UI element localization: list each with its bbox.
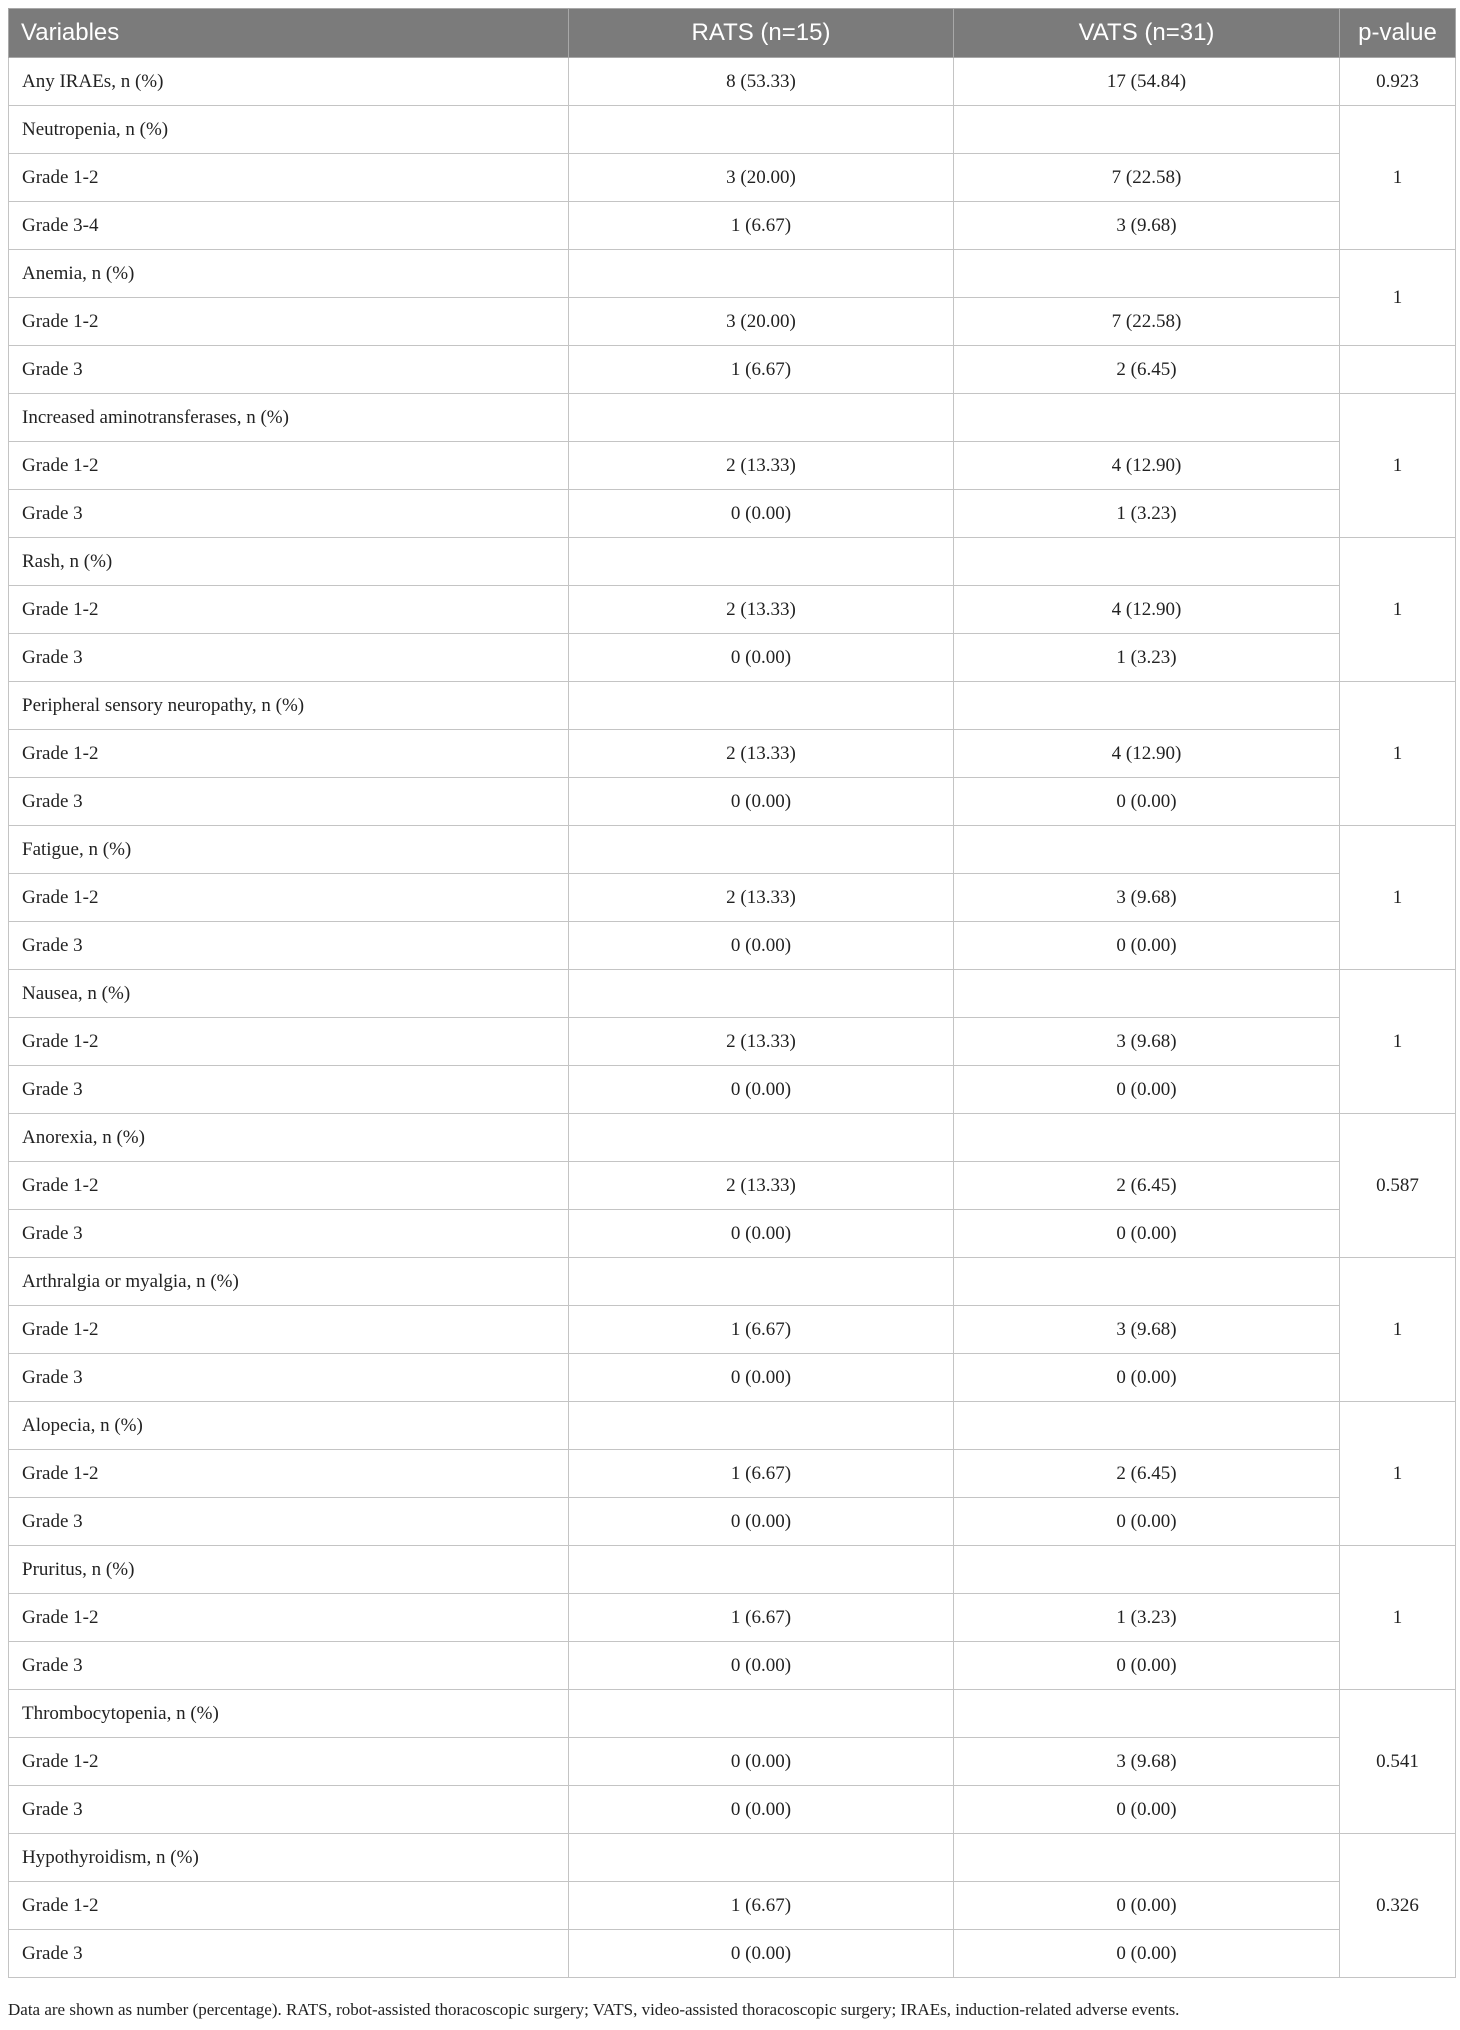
- cell-rats: 3 (20.00): [569, 298, 954, 346]
- cell-rats: 0 (0.00): [569, 1354, 954, 1402]
- table-row: [9, 154, 1456, 202]
- cell-vats: [954, 1690, 1340, 1738]
- cell-rats: 0 (0.00): [569, 1930, 954, 1978]
- cell-p-value: 1: [1340, 970, 1456, 1114]
- cell-variable: Grade 1-2: [9, 1450, 569, 1498]
- header-row: [9, 9, 1456, 58]
- cell-vats: [954, 682, 1340, 730]
- cell-rats: 1 (6.67): [569, 1594, 954, 1642]
- cell-vats: 0 (0.00): [954, 778, 1340, 826]
- cell-p-value: 1: [1340, 538, 1456, 682]
- table-row: [9, 106, 1456, 154]
- table-row: [9, 730, 1456, 778]
- cell-rats: 0 (0.00): [569, 1738, 954, 1786]
- table-row: [9, 298, 1456, 346]
- cell-p-value: 0.923: [1340, 58, 1456, 106]
- cell-variable: Grade 1-2: [9, 1594, 569, 1642]
- cell-rats: 0 (0.00): [569, 490, 954, 538]
- cell-variable: Grade 1-2: [9, 154, 569, 202]
- table-header: [9, 9, 1456, 58]
- cell-p-value: 1: [1340, 682, 1456, 826]
- table-row: [9, 826, 1456, 874]
- cell-vats: [954, 1258, 1340, 1306]
- cell-variable: Grade 1-2: [9, 1018, 569, 1066]
- cell-variable: Grade 3: [9, 1354, 569, 1402]
- cell-vats: 3 (9.68): [954, 202, 1340, 250]
- cell-vats: 1 (3.23): [954, 634, 1340, 682]
- cell-p-value: 1: [1340, 1402, 1456, 1546]
- table-row: [9, 922, 1456, 970]
- cell-vats: [954, 250, 1340, 298]
- cell-vats: 3 (9.68): [954, 1306, 1340, 1354]
- table-row: [9, 442, 1456, 490]
- cell-rats: [569, 826, 954, 874]
- table-row: [9, 1114, 1456, 1162]
- table-row: [9, 1834, 1456, 1882]
- cell-vats: [954, 1834, 1340, 1882]
- cell-variable: Grade 3: [9, 490, 569, 538]
- cell-rats: 1 (6.67): [569, 346, 954, 394]
- cell-variable: Anemia, n (%): [9, 250, 569, 298]
- cell-variable: Grade 3: [9, 346, 569, 394]
- cell-rats: [569, 1114, 954, 1162]
- cell-rats: 8 (53.33): [569, 58, 954, 106]
- cell-variable: Neutropenia, n (%): [9, 106, 569, 154]
- cell-vats: 2 (6.45): [954, 346, 1340, 394]
- cell-p-value: 1: [1340, 394, 1456, 538]
- cell-rats: 2 (13.33): [569, 1018, 954, 1066]
- cell-vats: 0 (0.00): [954, 1498, 1340, 1546]
- cell-variable: Grade 1-2: [9, 730, 569, 778]
- cell-p-value: 1: [1340, 826, 1456, 970]
- cell-vats: 2 (6.45): [954, 1450, 1340, 1498]
- cell-rats: [569, 1690, 954, 1738]
- cell-rats: 0 (0.00): [569, 922, 954, 970]
- table-row: [9, 346, 1456, 394]
- header-variables: Variables: [9, 9, 569, 58]
- table-row: [9, 970, 1456, 1018]
- cell-rats: 2 (13.33): [569, 1162, 954, 1210]
- cell-rats: 0 (0.00): [569, 634, 954, 682]
- cell-vats: 4 (12.90): [954, 442, 1340, 490]
- cell-variable: Arthralgia or myalgia, n (%): [9, 1258, 569, 1306]
- table-row: [9, 1210, 1456, 1258]
- table-row: [9, 202, 1456, 250]
- cell-variable: Grade 3: [9, 1930, 569, 1978]
- cell-variable: Grade 1-2: [9, 1306, 569, 1354]
- table-row: [9, 394, 1456, 442]
- cell-p-value: 1: [1340, 1546, 1456, 1690]
- cell-variable: Anorexia, n (%): [9, 1114, 569, 1162]
- cell-rats: [569, 1258, 954, 1306]
- cell-vats: [954, 826, 1340, 874]
- table-row: [9, 682, 1456, 730]
- cell-rats: [569, 682, 954, 730]
- table-row: [9, 538, 1456, 586]
- cell-vats: 7 (22.58): [954, 154, 1340, 202]
- table-body: [9, 58, 1456, 1978]
- table-row: [9, 1594, 1456, 1642]
- table-row: [9, 1738, 1456, 1786]
- cell-rats: 1 (6.67): [569, 1450, 954, 1498]
- cell-p-value: 0.541: [1340, 1690, 1456, 1834]
- cell-vats: [954, 1402, 1340, 1450]
- table-row: [9, 1354, 1456, 1402]
- table-row: [9, 778, 1456, 826]
- cell-variable: Grade 3: [9, 1786, 569, 1834]
- header-rats: RATS (n=15): [569, 9, 954, 58]
- cell-vats: 17 (54.84): [954, 58, 1340, 106]
- cell-vats: 0 (0.00): [954, 922, 1340, 970]
- table-row: [9, 634, 1456, 682]
- table-row: [9, 1546, 1456, 1594]
- cell-vats: 0 (0.00): [954, 1930, 1340, 1978]
- cell-rats: [569, 1402, 954, 1450]
- cell-rats: [569, 538, 954, 586]
- cell-variable: Thrombocytopenia, n (%): [9, 1690, 569, 1738]
- cell-vats: [954, 106, 1340, 154]
- table-row: [9, 1018, 1456, 1066]
- cell-rats: [569, 106, 954, 154]
- cell-vats: 2 (6.45): [954, 1162, 1340, 1210]
- cell-variable: Increased aminotransferases, n (%): [9, 394, 569, 442]
- table-row: [9, 1402, 1456, 1450]
- cell-vats: 1 (3.23): [954, 490, 1340, 538]
- cell-rats: 2 (13.33): [569, 730, 954, 778]
- cell-variable: Nausea, n (%): [9, 970, 569, 1018]
- cell-rats: 0 (0.00): [569, 1642, 954, 1690]
- cell-rats: 3 (20.00): [569, 154, 954, 202]
- cell-variable: Peripheral sensory neuropathy, n (%): [9, 682, 569, 730]
- cell-variable: Grade 1-2: [9, 1882, 569, 1930]
- cell-rats: 0 (0.00): [569, 1786, 954, 1834]
- cell-rats: 2 (13.33): [569, 442, 954, 490]
- cell-vats: 0 (0.00): [954, 1786, 1340, 1834]
- table-row: [9, 1498, 1456, 1546]
- table-row: [9, 1786, 1456, 1834]
- cell-variable: Grade 3: [9, 634, 569, 682]
- cell-p-value: 0.326: [1340, 1834, 1456, 1978]
- cell-rats: 2 (13.33): [569, 586, 954, 634]
- cell-rats: [569, 250, 954, 298]
- cell-vats: [954, 1114, 1340, 1162]
- cell-rats: 1 (6.67): [569, 1882, 954, 1930]
- cell-variable: Fatigue, n (%): [9, 826, 569, 874]
- table-row: [9, 1642, 1456, 1690]
- cell-rats: 1 (6.67): [569, 1306, 954, 1354]
- cell-rats: [569, 1834, 954, 1882]
- cell-variable: Any IRAEs, n (%): [9, 58, 569, 106]
- cell-vats: 0 (0.00): [954, 1354, 1340, 1402]
- cell-vats: 3 (9.68): [954, 1738, 1340, 1786]
- cell-vats: 0 (0.00): [954, 1210, 1340, 1258]
- cell-variable: Grade 1-2: [9, 442, 569, 490]
- table-row: [9, 1066, 1456, 1114]
- cell-p-value: 0.587: [1340, 1114, 1456, 1258]
- cell-p-value: [1340, 346, 1456, 394]
- adverse-events-table: [8, 8, 1456, 1978]
- cell-vats: 7 (22.58): [954, 298, 1340, 346]
- cell-vats: 0 (0.00): [954, 1882, 1340, 1930]
- header-p-value: p-value: [1340, 9, 1456, 58]
- cell-variable: Alopecia, n (%): [9, 1402, 569, 1450]
- cell-p-value: 1: [1340, 1258, 1456, 1402]
- cell-rats: 0 (0.00): [569, 1066, 954, 1114]
- cell-variable: Grade 1-2: [9, 586, 569, 634]
- cell-variable: Grade 3: [9, 778, 569, 826]
- table-row: [9, 1306, 1456, 1354]
- table-row: [9, 490, 1456, 538]
- table-row: [9, 1258, 1456, 1306]
- cell-variable: Hypothyroidism, n (%): [9, 1834, 569, 1882]
- table-row: [9, 586, 1456, 634]
- cell-rats: [569, 394, 954, 442]
- cell-p-value: 1: [1340, 250, 1456, 346]
- cell-variable: Grade 1-2: [9, 874, 569, 922]
- cell-variable: Grade 3: [9, 922, 569, 970]
- table-row: [9, 250, 1456, 298]
- cell-vats: 1 (3.23): [954, 1594, 1340, 1642]
- table-footnote: Data are shown as number (percentage). RATS, robot-assisted thoracoscopic surgery; VATS, video-assisted thoracoscopic surgery; IRAEs, induction-related adverse events.: [8, 2000, 1180, 2019]
- cell-rats: 1 (6.67): [569, 202, 954, 250]
- table-row: [9, 58, 1456, 106]
- cell-vats: 0 (0.00): [954, 1066, 1340, 1114]
- cell-variable: Rash, n (%): [9, 538, 569, 586]
- cell-vats: 4 (12.90): [954, 730, 1340, 778]
- cell-variable: Grade 3: [9, 1498, 569, 1546]
- cell-vats: 3 (9.68): [954, 1018, 1340, 1066]
- cell-rats: 0 (0.00): [569, 1498, 954, 1546]
- cell-rats: 2 (13.33): [569, 874, 954, 922]
- cell-vats: 4 (12.90): [954, 586, 1340, 634]
- cell-variable: Grade 3-4: [9, 202, 569, 250]
- cell-variable: Grade 1-2: [9, 1738, 569, 1786]
- cell-vats: [954, 1546, 1340, 1594]
- cell-rats: 0 (0.00): [569, 778, 954, 826]
- table-row: [9, 1690, 1456, 1738]
- table-row: [9, 1450, 1456, 1498]
- cell-variable: Grade 3: [9, 1066, 569, 1114]
- cell-vats: 3 (9.68): [954, 874, 1340, 922]
- cell-variable: Pruritus, n (%): [9, 1546, 569, 1594]
- header-vats: VATS (n=31): [954, 9, 1340, 58]
- cell-variable: Grade 1-2: [9, 298, 569, 346]
- cell-variable: Grade 3: [9, 1642, 569, 1690]
- cell-variable: Grade 1-2: [9, 1162, 569, 1210]
- table-row: [9, 1930, 1456, 1978]
- cell-vats: [954, 394, 1340, 442]
- table-row: [9, 874, 1456, 922]
- cell-rats: 0 (0.00): [569, 1210, 954, 1258]
- adverse-events-table-container: [8, 8, 1455, 1978]
- cell-vats: [954, 538, 1340, 586]
- cell-p-value: 1: [1340, 106, 1456, 250]
- cell-vats: [954, 970, 1340, 1018]
- cell-rats: [569, 1546, 954, 1594]
- cell-rats: [569, 970, 954, 1018]
- cell-variable: Grade 3: [9, 1210, 569, 1258]
- table-row: [9, 1162, 1456, 1210]
- table-row: [9, 1882, 1456, 1930]
- cell-vats: 0 (0.00): [954, 1642, 1340, 1690]
